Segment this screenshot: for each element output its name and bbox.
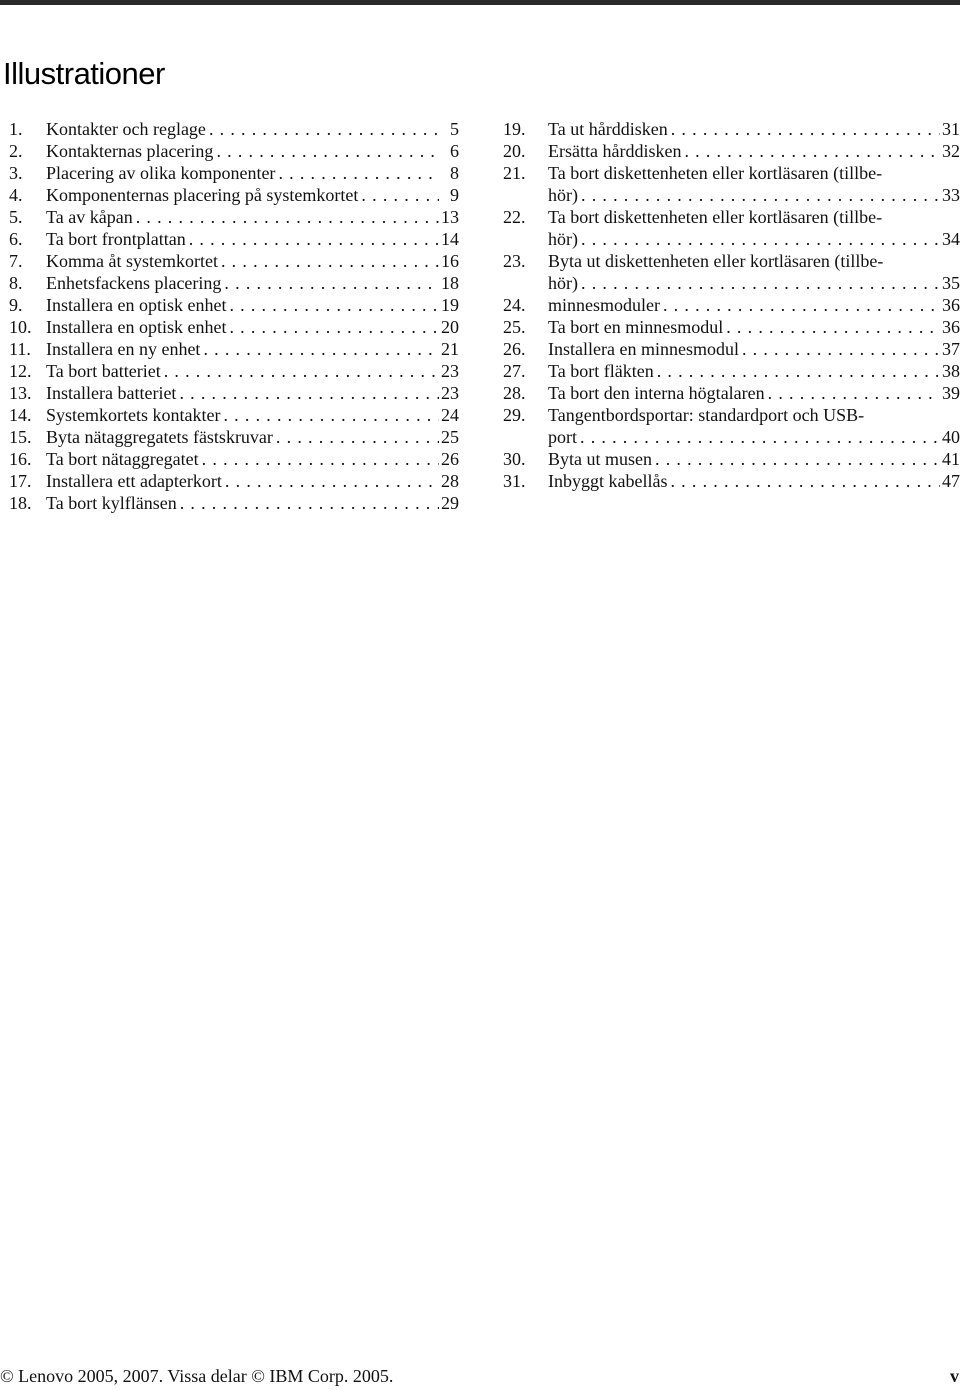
toc-entry-page: 34 (942, 229, 960, 249)
toc-entry-line (46, 492, 459, 514)
dot-leader (578, 272, 940, 294)
toc-entry-body (46, 140, 459, 162)
toc-entry-title-line: Ta bort diskettenheten eller kortläsaren (tillbe- (548, 207, 883, 227)
toc-column-right (503, 118, 960, 492)
toc-entry[interactable] (9, 492, 459, 514)
toc-entry-number: 16. (9, 449, 32, 469)
toc-entry-number: 21. (503, 163, 526, 183)
toc-entry-line (46, 162, 459, 184)
toc-entry-number: 1. (9, 119, 23, 139)
dot-leader (275, 162, 439, 184)
toc-entry-title: Ta bort batteriet (46, 361, 161, 381)
toc-entry-body (46, 162, 459, 184)
dot-leader (133, 206, 439, 228)
toc-entry-title: Ta bort frontplattan (46, 229, 186, 249)
toc-entry[interactable] (9, 140, 459, 162)
toc-entry-number: 22. (503, 207, 526, 227)
toc-entry-title: Installera batteriet (46, 383, 177, 403)
toc-entry-line (46, 338, 459, 360)
toc-entry[interactable] (9, 184, 459, 206)
toc-entry-page: 16 (441, 251, 459, 271)
toc-entry-body (46, 492, 459, 514)
toc-entry-number: 9. (9, 295, 23, 315)
toc-entry-body (46, 316, 459, 338)
toc-entry-body (46, 404, 459, 426)
toc-entry-line (548, 272, 960, 294)
toc-entry-body (548, 118, 960, 140)
dot-leader (226, 316, 439, 338)
toc-entry-title-line: Byta ut diskettenheten eller kortläsaren (tillbe- (548, 251, 884, 271)
toc-entry-title: Kontakternas placering (46, 141, 214, 161)
dot-leader (739, 338, 940, 360)
toc-entry-line (46, 140, 459, 162)
toc-entry[interactable] (9, 162, 459, 184)
toc-entry-line (46, 316, 459, 338)
toc-entry-line (46, 382, 459, 404)
toc-entry-number: 20. (503, 141, 526, 161)
toc-entry-title: Ersätta hårddisken (548, 141, 682, 161)
toc-entry-page: 39 (942, 383, 960, 403)
toc-entry-title: Installera en optisk enhet (46, 295, 227, 315)
toc-entry[interactable] (503, 470, 960, 492)
page-footer (0, 1366, 960, 1390)
toc-entry-line (548, 228, 960, 250)
toc-entry-line (46, 118, 459, 140)
dot-leader (667, 470, 940, 492)
toc-entry-body (548, 382, 960, 404)
toc-entry-body (548, 140, 960, 162)
toc-entry-page: 33 (942, 185, 960, 205)
toc-entry-number: 7. (9, 251, 23, 271)
toc-entry-page: 8 (450, 163, 459, 183)
toc-entry[interactable] (503, 316, 960, 338)
toc-entry-page: 28 (441, 471, 459, 491)
toc-entry-number: 23. (503, 251, 526, 271)
toc-entry-page: 23 (441, 361, 459, 381)
dot-leader (652, 448, 940, 470)
toc-entry-title: hör) (548, 185, 578, 205)
toc-entry-number: 4. (9, 185, 23, 205)
dot-leader (358, 184, 439, 206)
page-title: Illustrationer (3, 56, 165, 91)
toc-entry-title: Ta bort den interna högtalaren (548, 383, 765, 403)
toc-entry-page: 41 (942, 449, 960, 469)
toc-entry-body (548, 162, 960, 206)
toc-entry-body (548, 448, 960, 470)
toc-entry-page: 9 (450, 185, 459, 205)
dot-leader (161, 360, 439, 382)
toc-entry-page: 18 (441, 273, 459, 293)
toc-entry-line (548, 184, 960, 206)
copyright-notice: © Lenovo 2005, 2007. Vissa delar © IBM Corp. 2005. (0, 1366, 394, 1386)
toc-entry-number: 8. (9, 273, 23, 293)
toc-entry-number: 29. (503, 405, 526, 425)
toc-entry-body (548, 404, 960, 448)
toc-entry-line (46, 470, 459, 492)
toc-entry-page: 6 (450, 141, 459, 161)
toc-entry-number: 31. (503, 471, 526, 491)
dot-leader (199, 448, 439, 470)
toc-entry-page: 29 (441, 493, 459, 513)
toc-entry-line (46, 206, 459, 228)
toc-entry-line (548, 470, 960, 492)
toc-entry[interactable] (503, 162, 960, 206)
toc-entry-title: minnesmoduler (548, 295, 660, 315)
toc-entry[interactable] (9, 272, 459, 294)
dot-leader (221, 272, 439, 294)
toc-entry-page: 25 (441, 427, 459, 447)
toc-entry-body (46, 448, 459, 470)
toc-entry[interactable] (9, 316, 459, 338)
toc-entry-number: 24. (503, 295, 526, 315)
toc-entry[interactable] (9, 382, 459, 404)
toc-entry[interactable] (503, 294, 960, 316)
toc-entry-title: Byta nätaggregatets fästskruvar (46, 427, 273, 447)
toc-entry[interactable] (9, 404, 459, 426)
toc-entry-page: 5 (450, 119, 459, 139)
toc-entry-number: 11. (9, 339, 31, 359)
dot-leader (765, 382, 940, 404)
toc-entry-title: Ta bort en minnesmodul (548, 317, 724, 337)
toc-entry-body (46, 470, 459, 492)
toc-entry-body (548, 316, 960, 338)
toc-entry[interactable] (503, 250, 960, 294)
toc-entry-title: Ta av kåpan (46, 207, 133, 227)
toc-entry-title-line: Ta bort diskettenheten eller kortläsaren (tillbe- (548, 163, 883, 183)
top-rule (0, 0, 960, 5)
dot-leader (654, 360, 940, 382)
toc-entry[interactable] (503, 360, 960, 382)
toc-entry[interactable] (9, 206, 459, 228)
toc-entry-number: 30. (503, 449, 526, 469)
dot-leader (681, 140, 940, 162)
toc-entry-number: 12. (9, 361, 32, 381)
toc-entry-title: Installera ett adapterkort (46, 471, 222, 491)
toc-entry-line (46, 360, 459, 382)
toc-entry[interactable] (9, 360, 459, 382)
toc-entry-number: 18. (9, 493, 32, 513)
dot-leader (220, 404, 439, 426)
toc-entry-number: 28. (503, 383, 526, 403)
toc-entry-title-line: Tangentbordsportar: standardport och USB- (548, 405, 865, 425)
toc-entry[interactable] (503, 404, 960, 448)
toc-entry[interactable] (503, 206, 960, 250)
dot-leader (226, 294, 439, 316)
toc-entry-body (46, 250, 459, 272)
dot-leader (200, 338, 439, 360)
toc-entry-number: 10. (9, 317, 32, 337)
toc-entry-title: Installera en optisk enhet (46, 317, 227, 337)
toc-entry-line (46, 272, 459, 294)
dot-leader (578, 228, 940, 250)
dot-leader (668, 118, 940, 140)
toc-entry-line (46, 184, 459, 206)
toc-entry-page: 35 (942, 273, 960, 293)
toc-entry-body (46, 206, 459, 228)
toc-entry-body (548, 338, 960, 360)
toc-entry-body (46, 426, 459, 448)
toc-entry[interactable] (9, 118, 459, 140)
toc-entry-title: hör) (548, 229, 578, 249)
toc-entry-title: Systemkortets kontakter (46, 405, 221, 425)
toc-entry[interactable] (9, 294, 459, 316)
toc-entry-title: Ta bort nätaggregatet (46, 449, 199, 469)
toc-entry-body (548, 250, 960, 294)
dot-leader (222, 470, 439, 492)
dot-leader (176, 382, 439, 404)
toc-entry-number: 25. (503, 317, 526, 337)
toc-entry[interactable] (9, 426, 459, 448)
dot-leader (578, 184, 940, 206)
toc-entry-title: Ta ut hårddisken (548, 119, 668, 139)
toc-entry[interactable] (503, 382, 960, 404)
toc-entry-number: 15. (9, 427, 32, 447)
dot-leader (213, 140, 439, 162)
toc-entry-line (548, 382, 960, 404)
toc-entry-page: 36 (942, 317, 960, 337)
dot-leader (660, 294, 940, 316)
toc-entry-line (548, 338, 960, 360)
toc-entry-page: 47 (942, 471, 960, 491)
dot-leader (218, 250, 439, 272)
page-number: v (950, 1366, 959, 1386)
toc-entry-body (46, 360, 459, 382)
toc-entry-page: 24 (441, 405, 459, 425)
toc-entry[interactable] (503, 140, 960, 162)
dot-leader (206, 118, 439, 140)
toc-entry-page: 21 (441, 339, 459, 359)
toc-entry-line (46, 294, 459, 316)
toc-entry-page: 37 (942, 339, 960, 359)
toc-entry-body (46, 382, 459, 404)
toc-entry-page: 26 (441, 449, 459, 469)
toc-entry-page: 20 (441, 317, 459, 337)
toc-entry-number: 5. (9, 207, 23, 227)
toc-entry-title: hör) (548, 273, 578, 293)
toc-entry[interactable] (503, 118, 960, 140)
toc-entry-body (46, 228, 459, 250)
toc-entry-body (548, 360, 960, 382)
toc-entry-page: 14 (441, 229, 459, 249)
toc-entry-number: 17. (9, 471, 32, 491)
toc-entry[interactable] (9, 470, 459, 492)
dot-leader (273, 426, 439, 448)
toc-entry[interactable] (503, 448, 960, 470)
toc-entry[interactable] (9, 250, 459, 272)
toc-entry-page: 40 (942, 427, 960, 447)
toc-entry-page: 19 (441, 295, 459, 315)
toc-entry-body (46, 184, 459, 206)
toc-entry-title: Komma åt systemkortet (46, 251, 218, 271)
toc-entry-page: 36 (942, 295, 960, 315)
toc-entry-number: 13. (9, 383, 32, 403)
toc-entry-line (548, 140, 960, 162)
toc-entry-title: port (548, 427, 577, 447)
toc-entry-number: 26. (503, 339, 526, 359)
toc-entry-title: Byta ut musen (548, 449, 652, 469)
toc-entry-page: 38 (942, 361, 960, 381)
toc-entry-number: 19. (503, 119, 526, 139)
toc-entry-title: Komponenternas placering på systemkortet (46, 185, 359, 205)
toc-entry-body (548, 470, 960, 492)
toc-entry-body (46, 272, 459, 294)
toc-entry-line (46, 250, 459, 272)
toc-entry-title: Installera en minnesmodul (548, 339, 739, 359)
toc-entry-title: Ta bort fläkten (548, 361, 654, 381)
toc-entry-line (46, 228, 459, 250)
toc-entry[interactable] (9, 228, 459, 250)
toc-entry-line (548, 448, 960, 470)
toc-entry-title: Ta bort kylflänsen (46, 493, 177, 513)
toc-entry-title: Placering av olika komponenter (46, 163, 276, 183)
toc-entry-page: 13 (441, 207, 459, 227)
toc-entry-line (548, 316, 960, 338)
toc-entry-number: 3. (9, 163, 23, 183)
toc-entry-page: 31 (942, 119, 960, 139)
toc-entry-body (46, 118, 459, 140)
toc-entry-line (548, 294, 960, 316)
toc-entry-line (548, 118, 960, 140)
dot-leader (723, 316, 940, 338)
toc-entry-body (46, 294, 459, 316)
toc-entry-page: 32 (942, 141, 960, 161)
toc-entry-number: 14. (9, 405, 32, 425)
toc-entry-number: 2. (9, 141, 23, 161)
toc-entry-body (548, 206, 960, 250)
toc-entry-line (548, 426, 960, 448)
toc-entry-line (46, 426, 459, 448)
toc-entry-title: Inbyggt kabellås (548, 471, 668, 491)
dot-leader (186, 228, 439, 250)
toc-entry-line (46, 448, 459, 470)
toc-entry-title: Installera en ny enhet (46, 339, 201, 359)
toc-entry-title: Enhetsfackens placering (46, 273, 222, 293)
toc-entry-number: 6. (9, 229, 23, 249)
toc-entry-line (548, 360, 960, 382)
toc-entry[interactable] (9, 448, 459, 470)
toc-entry[interactable] (9, 338, 459, 360)
toc-entry-number: 27. (503, 361, 526, 381)
dot-leader (177, 492, 439, 514)
toc-entry-title: Kontakter och reglage (46, 119, 206, 139)
toc-entry-body (46, 338, 459, 360)
toc-entry-page: 23 (441, 383, 459, 403)
toc-column-left (9, 118, 459, 514)
toc-entry[interactable] (503, 338, 960, 360)
dot-leader (577, 426, 940, 448)
toc-entry-line (46, 404, 459, 426)
toc-entry-body (548, 294, 960, 316)
